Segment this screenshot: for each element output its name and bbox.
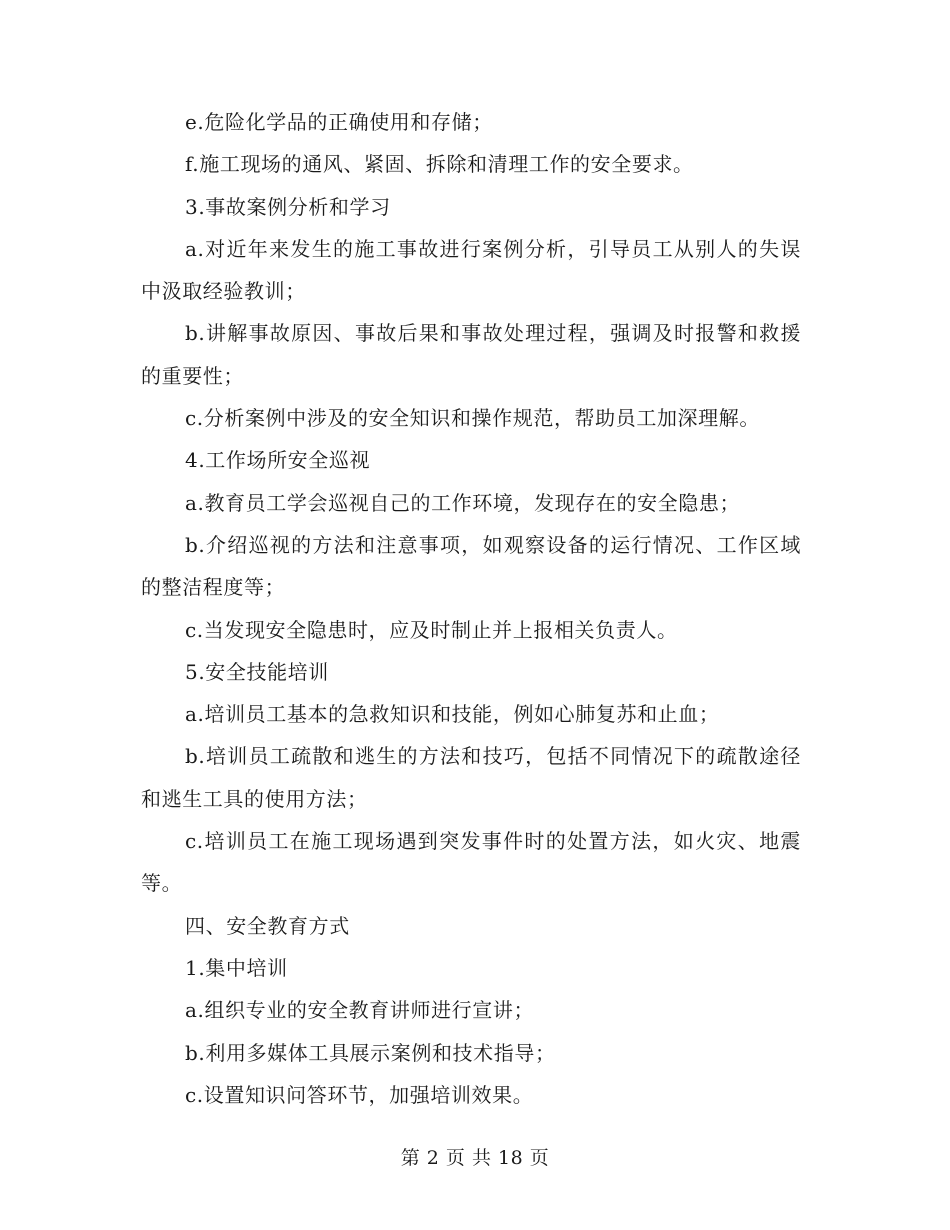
paragraph: a.教育员工学会巡视自己的工作环境，发现存在的安全隐患； [185,490,741,515]
section-heading: 5.安全技能培训 [185,659,329,684]
paragraph: c.当发现安全隐患时，应及时制止并上报相关负责人。 [185,617,678,642]
section-heading: 1.集中培训 [185,955,288,980]
paragraph: b.讲解事故原因、事故后果和事故处理过程，强调及时报警和救援的重要性； [141,321,801,388]
chapter-heading: 四、安全教育方式 [185,913,350,938]
paragraph: f.施工现场的通风、紧固、拆除和清理工作的安全要求。 [185,152,694,177]
paragraph: c.培训员工在施工现场遇到突发事件时的处置方法，如火灾、地震等。 [141,829,801,896]
paragraph: a.组织专业的安全教育讲师进行宣讲； [185,998,535,1023]
section-heading: 3.事故案例分析和学习 [185,194,391,219]
paragraph: b.利用多媒体工具展示案例和技术指导； [185,1040,556,1065]
paragraph: c.分析案例中涉及的安全知识和操作规范，帮助员工加深理解。 [185,406,760,431]
page-number-footer: 第 2 页 共 18 页 [400,1147,550,1169]
paragraph: a.培训员工基本的急救知识和技能，例如心肺复苏和止血； [185,702,720,727]
paragraph: c.设置知识问答环节，加强培训效果。 [185,1082,534,1107]
paragraph: e.危险化学品的正确使用和存储； [185,110,493,134]
section-heading: 4.工作场所安全巡视 [185,448,371,473]
paragraph: a.对近年来发生的施工事故进行案例分析，引导员工从别人的失误中汲取经验教训； [141,236,801,304]
document-body [141,101,801,1116]
paragraph: b.培训员工疏散和逃生的方法和技巧，包括不同情况下的疏散途径和逃生工具的使用方法； [141,744,801,811]
paragraph: b.介绍巡视的方法和注意事项，如观察设备的运行情况、工作区域的整洁程度等； [141,532,801,600]
